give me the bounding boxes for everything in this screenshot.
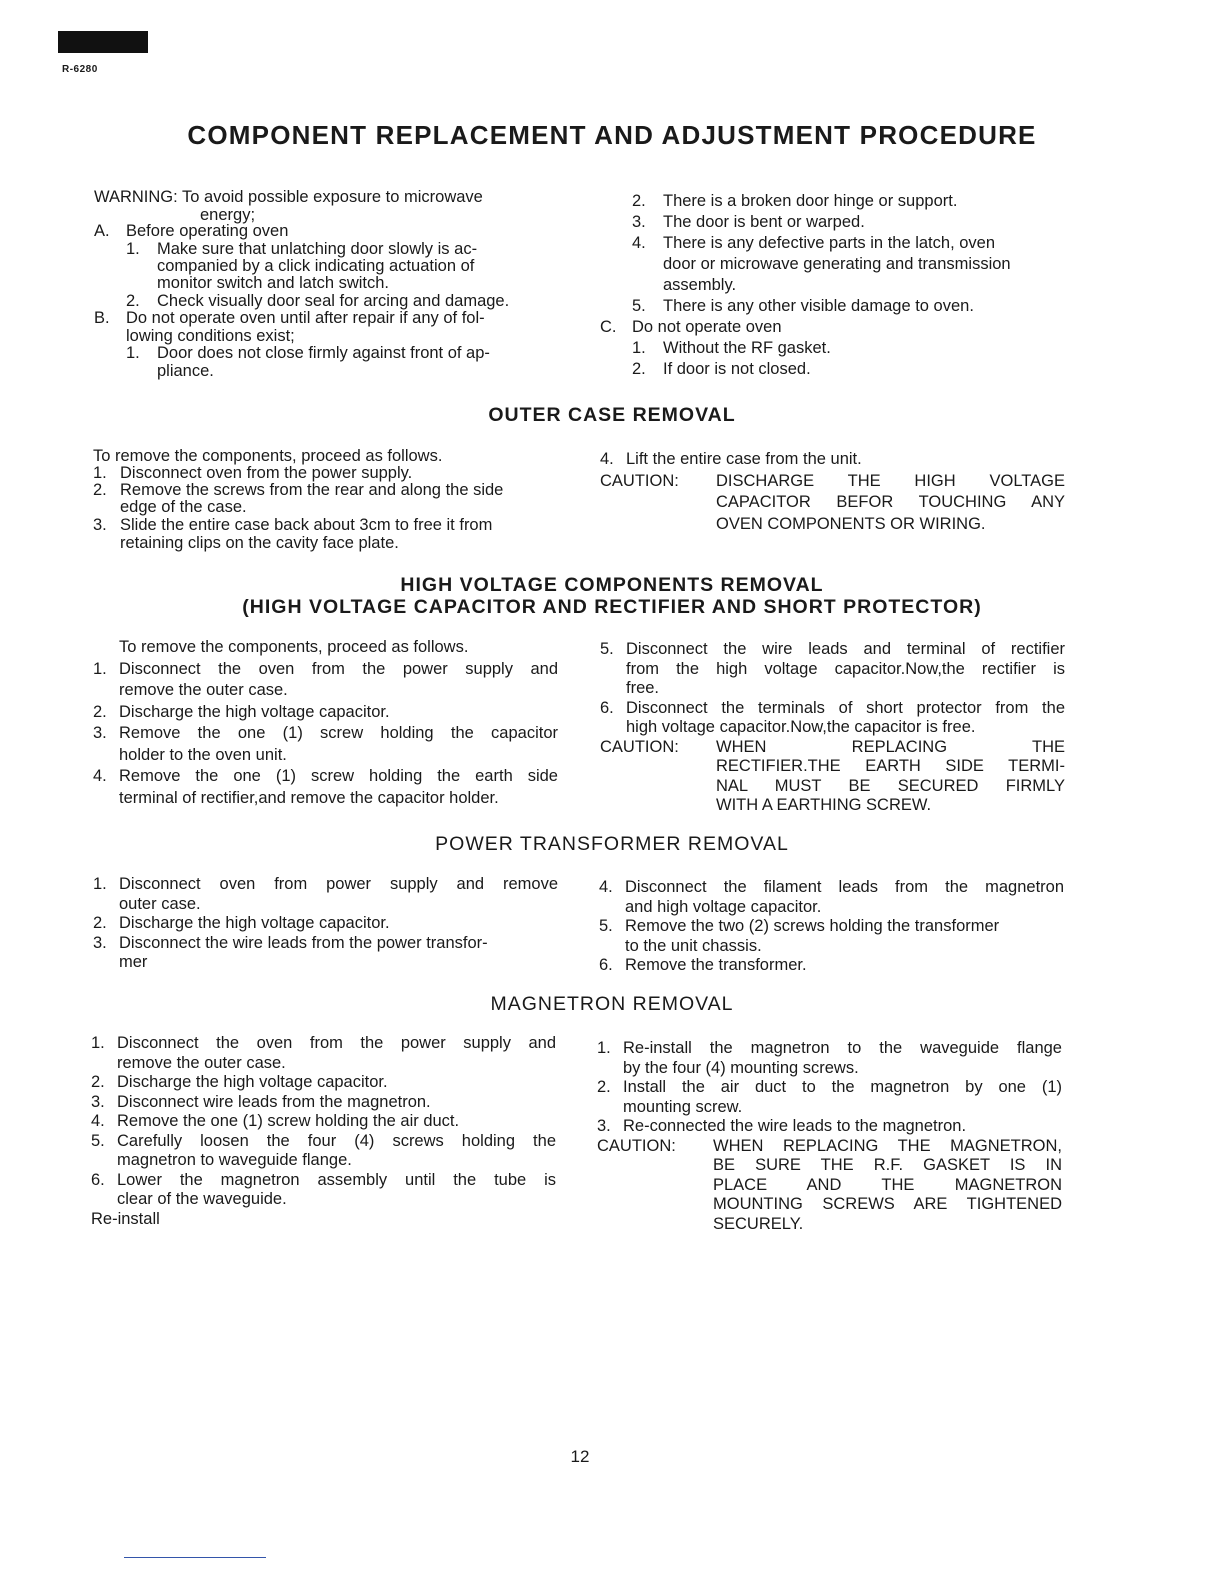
- list-item: remove the outer case.: [119, 681, 288, 699]
- list-item: Remove the one (1) screw holding the capacitor: [119, 724, 558, 742]
- list-number: 2.: [93, 702, 107, 721]
- list-number: 2.: [93, 481, 107, 499]
- intro-text: To remove the components, proceed as follows.: [119, 638, 469, 656]
- page-title: COMPONENT REPLACEMENT AND ADJUSTMENT PROCEDURE: [187, 120, 1037, 150]
- list-item: Discharge the high voltage capacitor.: [119, 702, 390, 721]
- list-item: Carefully loosen the four (4) screws holding the: [117, 1131, 556, 1150]
- list-item: Before operating oven: [126, 222, 289, 240]
- caution-block: [597, 1137, 1062, 1235]
- section-title-magnetron: MAGNETRON REMOVAL: [490, 993, 734, 1015]
- list-number: 3.: [93, 516, 107, 534]
- caution-text: WHEN REPLACING THE: [716, 737, 1065, 756]
- list-item: Discharge the high voltage capacitor.: [119, 914, 390, 932]
- list-number: 3.: [91, 1092, 105, 1111]
- list-item: Disconnect the wire leads and terminal of rectifier: [626, 640, 1065, 658]
- list-number: 1.: [632, 339, 646, 357]
- list-number: 1.: [126, 240, 140, 258]
- list-number: 6.: [600, 698, 614, 717]
- section-title-high-voltage: HIGH VOLTAGE COMPONENTS REMOVAL: [400, 574, 824, 596]
- outer-case-right-column: [600, 449, 1065, 535]
- section-title-outer-case: OUTER CASE REMOVAL: [488, 404, 736, 426]
- list-item: terminal of rectifier,and remove the capacitor holder.: [119, 788, 499, 807]
- outer-case-left-column: [93, 448, 561, 552]
- list-item: and high voltage capacitor.: [625, 897, 822, 916]
- list-item: high voltage capacitor.Now,the capacitor is free.: [626, 718, 976, 736]
- list-item: The door is bent or warped.: [663, 213, 865, 231]
- list-item: companied by a click indicating actuation of: [157, 257, 475, 275]
- list-item: free.: [626, 679, 660, 697]
- caution-block: [600, 738, 1065, 816]
- list-number: 1.: [597, 1039, 611, 1057]
- warning-right-column: [600, 191, 1070, 380]
- list-item: edge of the case.: [120, 498, 247, 516]
- list-item: Disconnect the terminals of short protector from the: [626, 698, 1065, 717]
- caution-label: CAUTION:: [600, 737, 679, 756]
- page-number: 12: [570, 1447, 590, 1466]
- list-item: Without the RF gasket.: [663, 339, 831, 357]
- list-item: Disconnect the wire leads from the power transfor-: [119, 933, 488, 952]
- list-number: 4.: [91, 1112, 105, 1130]
- list-item: There is any other visible damage to oven.: [663, 297, 974, 315]
- list-item: Check visually door seal for arcing and damage.: [157, 292, 510, 310]
- list-item: Slide the entire case back about 3cm to free it from: [120, 516, 493, 534]
- list-item: Remove the two (2) screws holding the transformer: [625, 917, 1000, 935]
- caution-block: [600, 471, 1065, 536]
- list-item: holder to the oven unit.: [119, 745, 287, 764]
- reinstall-heading: Re-install: [91, 1209, 160, 1228]
- list-number: 3.: [597, 1117, 611, 1135]
- caution-text: MOUNTING SCREWS ARE TIGHTENED: [713, 1195, 1062, 1213]
- list-letter: B.: [94, 309, 110, 327]
- list-item: mounting screw.: [623, 1097, 743, 1116]
- list-number: 4.: [93, 767, 107, 785]
- caution-text: SECURELY.: [713, 1214, 804, 1233]
- list-number: 2.: [126, 292, 140, 310]
- list-number: 4.: [632, 234, 646, 252]
- list-item: Disconnect the filament leads from the magnetron: [625, 878, 1064, 896]
- caution-text: PLACE AND THE MAGNETRON: [713, 1175, 1062, 1194]
- list-item: retaining clips on the cavity face plate.: [120, 534, 399, 552]
- list-number: 5.: [600, 640, 614, 658]
- list-item: Disconnect wire leads from the magnetron.: [117, 1092, 431, 1111]
- list-item: to the unit chassis.: [625, 936, 762, 955]
- warning-text: energy;: [200, 206, 256, 224]
- list-item: pliance.: [157, 362, 214, 380]
- caution-text: RECTIFIER.THE EARTH SIDE TERMI-: [716, 757, 1065, 775]
- list-item: outer case.: [119, 894, 201, 913]
- list-number: 6.: [91, 1170, 105, 1189]
- list-item: remove the outer case.: [117, 1053, 286, 1072]
- caution-text: WITH A EARTHING SCREW.: [716, 796, 932, 814]
- caution-text: DISCHARGE THE HIGH VOLTAGE: [716, 471, 1065, 490]
- warning-label: WARNING:: [94, 188, 178, 206]
- list-item: Install the air duct to the magnetron by one (1): [623, 1078, 1062, 1096]
- list-number: 1.: [93, 464, 107, 482]
- list-number: 1.: [93, 875, 107, 893]
- caution-text: OVEN COMPONENTS OR WIRING.: [716, 514, 986, 533]
- list-item: Remove the one (1) screw holding the earth side: [119, 767, 558, 785]
- list-number: 1.: [93, 659, 107, 678]
- list-number: 5.: [599, 917, 613, 935]
- list-item: lowing conditions exist;: [126, 327, 295, 345]
- section-subtitle-high-voltage: (HIGH VOLTAGE CAPACITOR AND RECTIFIER AND SHORT PROTECTOR): [242, 596, 982, 618]
- caution-text: CAPACITOR BEFOR TOUCHING ANY: [716, 493, 1065, 511]
- intro-text: To remove the components, proceed as follows.: [93, 447, 443, 465]
- list-number: 5.: [632, 297, 646, 315]
- list-item: Re-install the magnetron to the waveguide flange: [623, 1039, 1062, 1057]
- list-item: Lift the entire case from the unit.: [626, 450, 862, 468]
- brand-logo-bar: [58, 31, 148, 53]
- list-number: 3.: [93, 724, 107, 742]
- list-item: Door does not close firmly against front of ap-: [157, 344, 490, 362]
- power-transformer-right-column: [599, 878, 1064, 976]
- section-title-power-transformer: POWER TRANSFORMER REMOVAL: [435, 833, 789, 855]
- list-number: 2.: [597, 1078, 611, 1096]
- list-number: 2.: [93, 914, 107, 932]
- list-item: There is any defective parts in the latch, oven: [663, 234, 996, 252]
- caution-label: CAUTION:: [600, 471, 679, 490]
- high-voltage-left-column: [93, 637, 558, 809]
- list-item: Make sure that unlatching door slowly is ac-: [157, 240, 478, 258]
- footer-divider: [124, 1557, 266, 1558]
- list-item: Disconnect oven from the power supply.: [120, 464, 413, 482]
- list-item: Lower the magnetron assembly until the tube is: [117, 1170, 556, 1189]
- caution-text: NAL MUST BE SECURED FIRMLY: [716, 776, 1065, 795]
- list-item: If door is not closed.: [663, 360, 811, 378]
- list-number: 4.: [599, 878, 613, 896]
- list-item: monitor switch and latch switch.: [157, 274, 390, 292]
- caution-text: BE SURE THE R.F. GASKET IS IN: [713, 1156, 1062, 1174]
- list-item: Remove the screws from the rear and along the side: [120, 481, 504, 499]
- magnetron-left-column: [91, 1034, 556, 1229]
- list-number: 3.: [93, 933, 107, 952]
- list-item: Disconnect the oven from the power supply and: [117, 1034, 556, 1052]
- list-item: Do not operate oven until after repair if any of fol-: [126, 309, 485, 327]
- magnetron-right-column: [597, 1039, 1062, 1234]
- list-item: from the high voltage capacitor.Now,the rectifier is: [626, 659, 1065, 678]
- list-item: Remove the one (1) screw holding the air duct.: [117, 1112, 460, 1130]
- list-number: 6.: [599, 956, 613, 974]
- list-item: assembly.: [663, 276, 737, 294]
- high-voltage-right-column: [600, 640, 1065, 816]
- list-item: mer: [119, 953, 148, 971]
- list-number: 3.: [632, 213, 646, 231]
- list-item: Discharge the high voltage capacitor.: [117, 1073, 388, 1091]
- list-item: Remove the transformer.: [625, 956, 807, 974]
- list-number: 2.: [91, 1073, 105, 1091]
- caution-text: WHEN REPLACING THE MAGNETRON,: [713, 1136, 1062, 1155]
- list-number: 1.: [91, 1034, 105, 1052]
- warning-left-column: [94, 189, 559, 380]
- caution-label: CAUTION:: [597, 1136, 676, 1155]
- list-item: clear of the waveguide.: [117, 1190, 287, 1208]
- list-number: 4.: [600, 450, 614, 468]
- list-number: 5.: [91, 1131, 105, 1150]
- list-item: by the four (4) mounting screws.: [623, 1058, 859, 1077]
- list-letter: C.: [600, 318, 617, 336]
- list-letter: A.: [94, 222, 110, 240]
- warning-text: To avoid possible exposure to microwave: [182, 188, 483, 206]
- list-item: There is a broken door hinge or support.: [663, 192, 958, 210]
- list-number: 2.: [632, 360, 646, 378]
- list-item: Re-connected the wire leads to the magnetron.: [623, 1117, 967, 1135]
- model-number: R-6280: [62, 64, 98, 75]
- list-item: Disconnect the oven from the power supply and: [119, 659, 558, 678]
- list-item: Disconnect oven from power supply and remove: [119, 875, 558, 893]
- list-number: 1.: [126, 344, 140, 362]
- list-item: door or microwave generating and transmission: [663, 255, 1011, 273]
- list-item: magnetron to waveguide flange.: [117, 1151, 352, 1169]
- list-item: Do not operate oven: [632, 318, 782, 336]
- list-number: 2.: [632, 192, 646, 210]
- power-transformer-left-column: [93, 875, 558, 973]
